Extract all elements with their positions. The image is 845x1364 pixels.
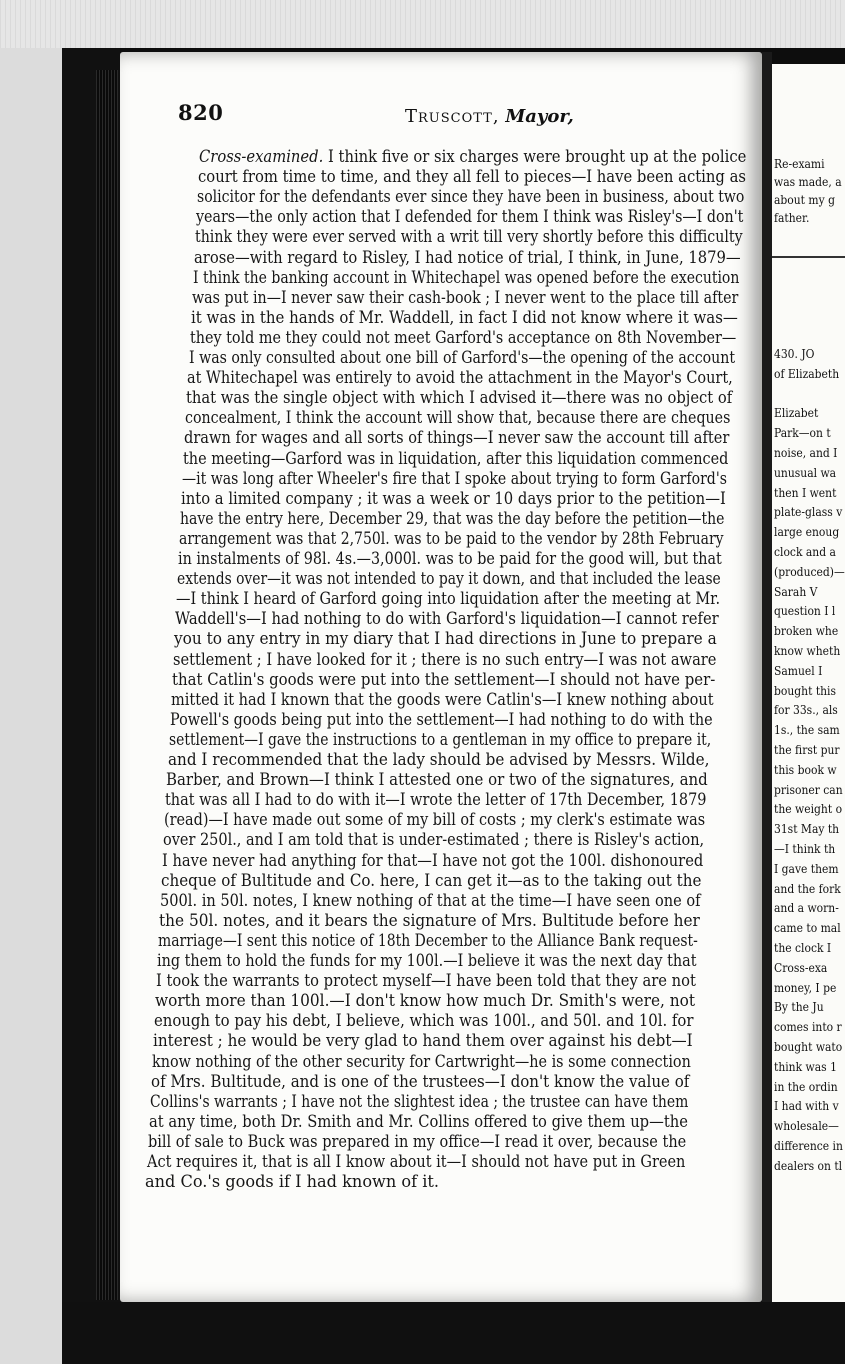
text-line: have the entry here, December 29, that was the day before the petition—the	[180, 508, 725, 529]
text-line: solicitor for the defendants ever since they have been in business, about two	[196, 187, 745, 208]
text-line: at any time, both Dr. Smith and Mr. Collins offered to give them up—the	[148, 1111, 688, 1132]
facing-page-line: By the Ju	[774, 999, 824, 1015]
facing-page-line: clock and a	[774, 544, 836, 559]
facing-page-line: dealers on tl	[774, 1157, 843, 1173]
facing-page-line: and the fork	[774, 880, 841, 896]
text-line: court from time to time, and they all fell to pieces—I have been acting as	[197, 167, 746, 188]
text-line: extends over—it was not intended to pay it down, and that included the lease	[176, 569, 721, 590]
text-line: that was the single object with which I advised it—there was no object of	[186, 388, 733, 409]
facing-page-line: Cross-exa	[774, 959, 828, 975]
facing-page-line: comes into r	[774, 1019, 842, 1035]
text-line: I think the banking account in Whitechapel was opened before the execution	[192, 267, 740, 288]
text-line: Waddell's—I had nothing to do with Garford's liquidation—I cannot refer	[174, 609, 719, 630]
scan-bottom-band	[62, 1302, 845, 1364]
text-line: arrangement was that 2,750l. was to be paid to the vendor by 28th February	[179, 528, 724, 549]
facing-page-line: know wheth	[774, 643, 841, 658]
facing-page-line: noise, and I	[774, 445, 838, 460]
facing-page-line: prisoner can	[774, 781, 843, 797]
facing-page-line: and a worn-	[774, 900, 839, 916]
facing-page-line: large enoug	[774, 524, 840, 540]
section-label: Cross-examined.	[199, 147, 324, 167]
text-line: Barber, and Brown—I think I attested one or two of the signatures, and	[166, 770, 709, 791]
text-line: years—the only action that I defended for them I think was Risley's—I don't	[195, 207, 744, 228]
facing-page-line: the weight o	[774, 801, 843, 817]
facing-page-line: Elizabet	[774, 405, 819, 421]
facing-page-line: 430. JO	[774, 346, 815, 361]
text-line: that Catlin's goods were put into the settlement—I should not have per-	[171, 669, 715, 690]
text-line: 500l. in 50l. notes, I knew nothing of that at the time—I have seen one of	[160, 890, 701, 911]
text-line: mitted it had I known that the goods were Catlin's—I knew nothing about	[170, 689, 714, 710]
text-line: worth more than 100l.—I don't know how much Dr. Smith's were, not	[154, 991, 695, 1012]
text-line: —I think I heard of Garford going into liquidation after the meeting at Mr.	[175, 589, 720, 610]
text-line: Collins's warrants ; I have not the slightest idea ; the trustee can have them	[149, 1091, 689, 1112]
text-line: ing them to hold the funds for my 100l.—I believe it was the next day that	[157, 951, 697, 971]
facing-page-line: was made, a	[774, 174, 842, 189]
text-line: cheque of Bultitude and Co. here, I can get it—as to the taking out the	[161, 870, 702, 891]
running-head	[405, 106, 574, 127]
text-line: enough to pay his debt, I believe, which was 100l., and 50l. and 10l. for	[153, 1011, 694, 1032]
text-line: arose—with regard to Risley, I had notice of trial, I think, in June, 1879—	[193, 247, 741, 268]
text-line: —it was long after Wheeler's fire that I spoke about trying to form Garford's	[182, 468, 728, 489]
text-line: settlement—I gave the instructions to a gentleman in my office to prepare it,	[168, 729, 711, 750]
facing-page-line: question I l	[774, 603, 836, 619]
text-line: and I recommended that the lady should be advised by Messrs. Wilde,	[167, 750, 709, 770]
text-line: in instalments of 98l. 4s.—3,000l. was to be paid for the good will, but that	[178, 549, 722, 569]
text-line: know nothing of the other security for Cartwright—he is some connection	[151, 1051, 691, 1072]
facing-page-line: (produced)—	[774, 563, 845, 579]
text-line: into a limited company ; it was a week or 10 days prior to the petition—I	[181, 488, 726, 509]
text-line: at Whitechapel was entirely to avoid the attachment in the Mayor's Court,	[187, 368, 734, 389]
scan-top-margin	[0, 0, 845, 48]
page-gutter	[762, 52, 772, 1302]
facing-page-line: —I think th	[774, 841, 836, 856]
facing-page-line: about my g	[774, 192, 835, 207]
facing-page-line: came to mal	[774, 920, 841, 936]
text-line: drawn for wages and all sorts of things—I never saw the account till after	[184, 428, 730, 449]
facing-page-line: difference in	[774, 1138, 843, 1153]
page-edges	[96, 70, 118, 1300]
text-line: I have never had anything for that—I have not got the 100l. dishonoured	[162, 850, 704, 871]
text-line: think they were ever served with a writ till very shortly before this difficulty	[194, 227, 743, 248]
text-line: the meeting—Garford was in liquidation, after this liquidation commenced	[183, 448, 729, 469]
facing-page-line: bought this	[774, 682, 837, 698]
facing-page-line: the clock I	[774, 940, 832, 955]
text-line: (read)—I have made out some of my bill of costs ; my clerk's estimate was	[164, 810, 706, 831]
scan-left-frame	[0, 48, 62, 1364]
facing-page-line: I had with v	[774, 1098, 839, 1114]
book-page	[120, 52, 762, 1302]
text-line: concealment, I think the account will show that, because there are cheques	[185, 408, 731, 429]
facing-page-line: Samuel I	[774, 662, 823, 678]
facing-page-line: the first pur	[774, 742, 840, 757]
text-line: Powell's goods being put into the settlement—I had nothing to do with the	[169, 709, 713, 730]
facing-page-line: in the ordin	[774, 1078, 838, 1094]
facing-page-line: plate-glass v	[774, 504, 843, 520]
running-head-title: Mayor,	[505, 106, 574, 127]
facing-page-line: for 33s., als	[774, 702, 838, 718]
text-line: Cross-examined. I think five or six charges were brought up at the police	[199, 147, 747, 167]
facing-page-line: 31st May th	[774, 821, 840, 837]
text-line: I took the warrants to protect myself—I have been told that they are not	[155, 971, 696, 992]
facing-page-line: of Elizabeth	[774, 365, 840, 381]
facing-page-line: father.	[774, 210, 810, 225]
text-line: and Co.'s goods if I had known of it.	[145, 1172, 440, 1193]
facing-page-line: wholesale—	[774, 1118, 839, 1134]
facing-page-line: then I went	[774, 484, 837, 500]
facing-page-line: Re-exami	[774, 156, 825, 171]
text-line: over 250l., and I am told that is under-estimated ; there is Risley's action,	[163, 830, 705, 851]
facing-page-line: unusual wa	[774, 464, 837, 480]
facing-page-line: this book w	[774, 761, 837, 777]
text-line: marriage—I sent this notice of 18th December to the Alliance Bank request-	[158, 930, 698, 951]
facing-page-line: I gave them	[774, 860, 839, 876]
text-line: I was only consulted about one bill of Garford's—the opening of the account	[188, 348, 735, 368]
text-line: they told me they could not meet Garford's acceptance on 8th November—	[189, 327, 736, 348]
page-number: 820	[178, 100, 224, 125]
text-line: that was all I had to do with it—I wrote the letter of 17th December, 1879	[165, 790, 707, 811]
section-rule	[772, 256, 845, 258]
facing-page-line: Park—on t	[774, 425, 831, 441]
text-line: bill of sale to Buck was prepared in my office—I read it over, because the	[147, 1131, 686, 1152]
text-line: interest ; he would be very glad to hand them over against his debt—I	[152, 1031, 693, 1052]
running-head-name: Truscott,	[405, 106, 500, 127]
facing-page-fragment	[772, 64, 845, 1302]
facing-page-line: broken whe	[774, 623, 839, 639]
facing-page-line: Sarah V	[774, 583, 818, 599]
facing-page-line: 1s., the sam	[774, 722, 840, 738]
text-line: was put in—I never saw their cash-book ; I never went to the place till after	[191, 287, 738, 308]
text-line: Act requires it, that is all I know about it—I should not have put in Green	[146, 1152, 685, 1172]
text-line: the 50l. notes, and it bears the signature of Mrs. Bultitude before her	[159, 910, 700, 931]
facing-page-line: think was 1	[774, 1058, 837, 1074]
facing-page-line: bought wato	[774, 1039, 843, 1054]
paper-grain	[0, 0, 845, 48]
facing-page-line: money, I pe	[774, 979, 837, 995]
text-line: you to any entry in my diary that I had directions in June to prepare a	[173, 629, 717, 650]
text-line: settlement ; I have looked for it ; there is no such entry—I was not aware	[172, 649, 717, 670]
text-line: of Mrs. Bultitude, and is one of the trustees—I don't know the value of	[150, 1071, 690, 1092]
text-line: it was in the hands of Mr. Waddell, in fact I did not know where it was—	[190, 307, 738, 328]
